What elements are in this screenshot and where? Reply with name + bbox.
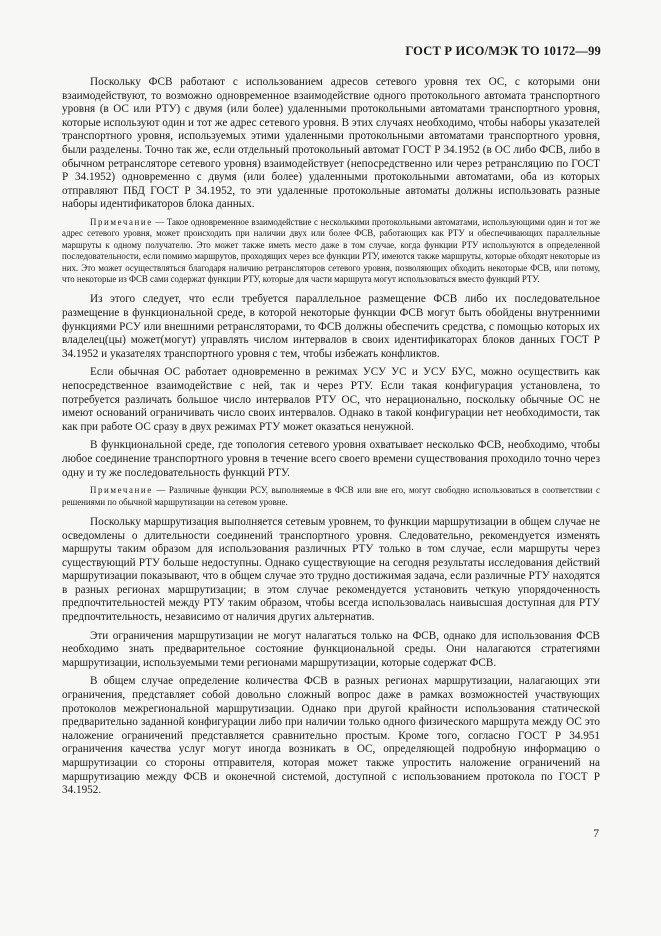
document-header: ГОСТ Р ИСО/МЭК ТО 10172—99 xyxy=(405,44,601,58)
paragraph-1: Поскольку ФСВ работают с использованием адресов сетевого уровня тех ОС, с которыми они взаимодействуют, то возможно одновременное взаимодействие одного протокольного автомата транспортного уровня (в ОС или РТУ) с двумя (или более) удаленными протокольными автоматами транспортного уровня, которые используют один и тот же адрес сетевого уровня. В этих случаях необходимо, чтобы наборы указателей транспортного уровня, используемых этими удаленными протокольными автоматами транспортного уровня, были разделены. Точно так же, если отдельный протокольный автомат ГОСТ Р 34.1952 (в ОС либо ФСВ, либо в обычном ретрансляторе сетевого уровня) взаимодействует (непосредственно или через ретрансляцию по ГОСТ Р 34.1952) одновременно с двумя (или более) удаленными протокольными автоматами, оба из которых отправляют ПБД ГОСТ Р 34.1952, то эти удаленные протокольные автоматы должны использовать разные наборы идентификаторов блока данных. xyxy=(62,76,600,211)
paragraph-4: В функциональной среде, где топология сетевого уровня охватывает несколько ФСВ, необходимо, чтобы любое соединение транспортного уровня в течение всего своего времени существования проходило точно через одну и ту же последовательность функций РТУ. xyxy=(62,439,600,479)
note-1 xyxy=(62,217,600,285)
paragraph-3: Если обычная ОС работает одновременно в режимах УСУ УС и УСУ БУС, можно осуществить как непосредственное взаимодействие с ней, так и через РТУ. Если такая конфигурация установлена, то потребуется различать большое число интервалов РТУ ОС, что нерационально, поскольку обычные ОС не имеют оснований ограничивать число своих интервалов. Однако в такой конфигурации нет необходимости, так как при работе ОС сразу в двух режимах РТУ может оказаться ненужной. xyxy=(62,366,600,433)
page-number: 7 xyxy=(593,828,599,840)
paragraph-5: Поскольку маршрутизация выполняется сетевым уровнем, то функции маршрутизации в общем случае не осведомлены о длительности соединений транспортного уровня. Следовательно, рекомендуется изменять маршруты таким образом для использования различных РТУ только в том случае, если маршруты через существующий РТУ больше недоступны. Однако существующие на сегодня результаты исследования действий маршрутизации показывают, что в общем случае это трудно достижимая задача, если различные РТУ находятся в разных регионах маршрутизации; в этом случае рекомендуется установить четкую упорядоченность предпочтительностей между РТУ таким образом, чтобы всегда использовалась наивысшая доступная для РТУ предпочтительность, независимо от наличия других альтернатив. xyxy=(62,515,600,624)
note-2-text: — Различные функции РСУ, выполняемые в ФСВ или вне его, могут свободно использоваться в соответствии с решениями по обычной маршрутизации на сетевом уровне. xyxy=(62,485,600,507)
paragraph-7: В общем случае определение количества ФСВ в разных регионах маршрутизации, налагающих эти ограничения, представляет собой довольно сложный вопрос даже в рамках возможностей участвующих протоколов межрегиональной маршрутизации. Однако при другой крайности использования статической предварительно заданной конфигурации либо при наличии только одного физического маршрута между ОС это наложение ограничений представляется сравнительно простым. Кроме того, согласно ГОСТ Р 34.951 ограничения качества услуг могут иногда возникать в ОС, определяющей подробную информацию о маршрутизации со стороны отправителя, которая может также упростить наложение ограничений на маршрутизацию между ФСВ и оконечной системой, доступной с использованием протокола по ГОСТ Р 34.1952. xyxy=(62,675,600,797)
note-1-lead: Примечание xyxy=(90,216,153,227)
note-2 xyxy=(62,485,600,508)
note-2-lead: Примечание xyxy=(90,485,153,496)
document-body xyxy=(62,76,600,803)
paragraph-2: Из этого следует, что если требуется параллельное размещение ФСВ либо их последовательное размещение в функциональной среде, в которой некоторые функции ФСВ могут быть обойдены внутренними функциями РСУ или внешними ретрансляторами, то ФСВ должны обеспечить средства, с помощью которых их владелец(цы) может(могут) управлять числом интервалов в своих идентификаторах блоков данных ГОСТ Р 34.1952 и указателях транспортного уровня с тем, чтобы избежать конфликтов. xyxy=(62,293,600,360)
note-1-text: — Такое одновременное взаимодействие с несколькими протокольными автоматами, использующими один и тот же адрес сетевого уровня, может происходить при наличии двух или более ФСВ, работающих как РТУ и обеспечивающих параллельные маршруты к одному получателю. Это может также иметь место даже в том случае, когда функции РТУ используются в определенной последовательности, если помимо маршрутов, проходящих через все функции РТУ, имеются также маршруты, которые обходят некоторые из них. Это может осуществляться благодаря наличию ретрансляторов сетевого уровня, позволяющих обходить некоторые ФСВ, или потому, что некоторые из ФСВ сами содержат функции РТУ, которые для части маршрута могут использоваться вместо функций РТУ. xyxy=(62,216,600,284)
paragraph-6: Эти ограничения маршрутизации не могут налагаться только на ФСВ, однако для использования ФСВ необходимо знать предварительное состояние функциональной среды. Они налагаются стратегиями маршрутизации, используемыми теми регионами маршрутизации, которые содержат ФСВ. xyxy=(62,629,600,669)
